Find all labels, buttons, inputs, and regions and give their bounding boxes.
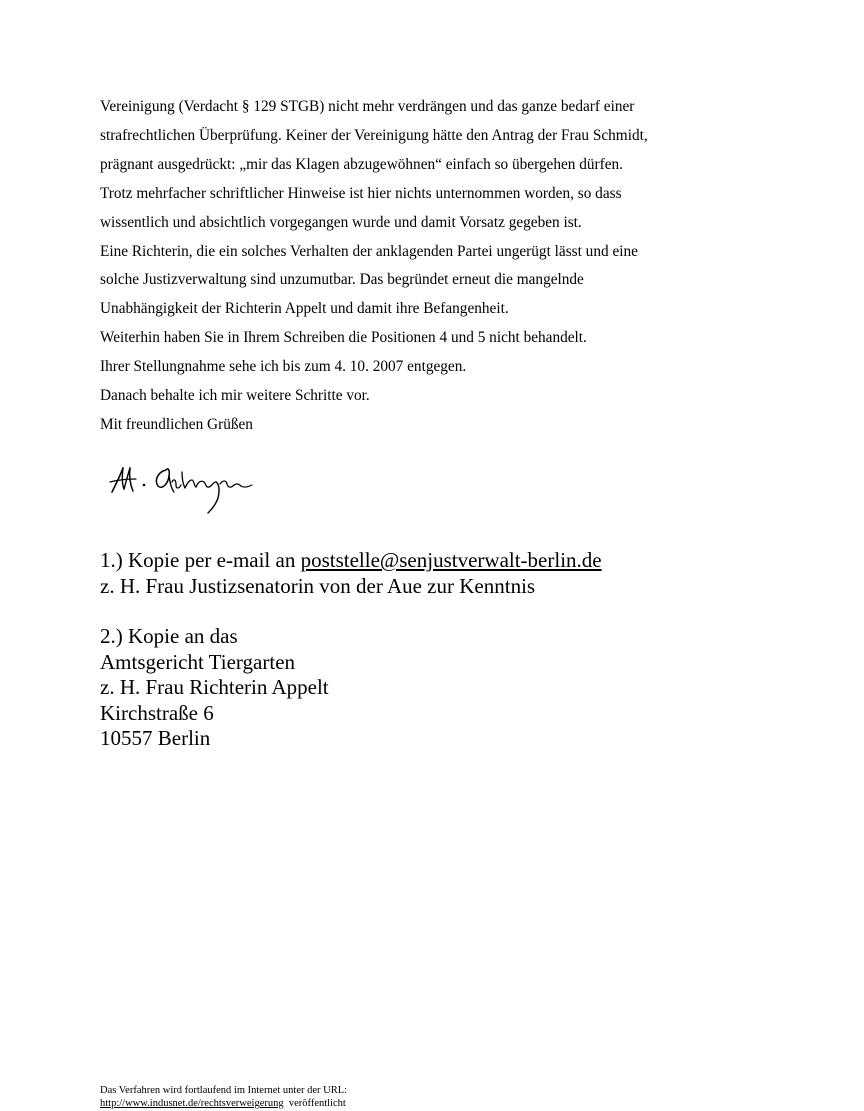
letter-body [100,93,760,440]
footer-url-line [100,1097,500,1110]
body-line-6: Eine Richterin, die ein solches Verhalten der anklagenden Partei ungerügt lässt und eine [100,242,638,260]
copy-1-line [100,548,800,574]
body-line-8: Unabhängigkeit der Richterin Appelt und damit ihre Befangenheit. [100,300,509,318]
footer-url-link[interactable]: http://www.indusnet.de/rechtsverweigerung [100,1098,284,1109]
copy-2-city: 10557 Berlin [100,726,211,750]
copy-2-recipient: z. H. Frau Richterin Appelt [100,675,329,699]
copy-2-heading: 2.) Kopie an das [100,624,238,648]
closing-greeting: Mit freundlichen Grüßen [100,415,253,433]
copy-1-recipient: z. H. Frau Justizsenatorin von der Aue zur Kenntnis [100,573,536,598]
copy-2-street: Kirchstraße 6 [100,700,214,725]
copy-spacer [100,599,800,624]
body-line-9: Weiterhin haben Sie in Ihrem Schreiben die Positionen 4 und 5 nicht behandelt. [100,329,587,347]
body-line-10: Ihrer Stellungnahme sehe ich bis zum 4. 10. 2007 entgegen. [100,358,467,376]
body-line-11: Danach behalte ich mir weitere Schritte vor. [100,387,370,405]
copy-recipients [100,548,800,752]
handwritten-signature-icon [108,458,268,516]
body-line-5: wissentlich und absichtlich vorgegangen wurde und damit Vorsatz gegeben ist. [100,213,582,231]
body-line-3: prägnant ausgedrückt: „mir das Klagen abzugewöhnen“ einfach so übergehen dürfen. [100,155,624,173]
body-line-4: Trotz mehrfacher schriftlicher Hinweise ist hier nichts unternommen worden, so dass [100,184,622,202]
body-line-7: solche Justizverwaltung sind unzumutbar. Das begründet erneut die mangelnde [100,271,584,289]
copy-1-prefix: 1.) Kopie per e-mail an [100,548,301,572]
body-line-2: strafrechtlichen Überprüfung. Keiner der Vereinigung hätte den Antrag der Frau Schmidt, [100,126,648,144]
footer-notice: Das Verfahren wird fortlaufend im Internet unter der URL: [100,1085,348,1096]
footer-suffix: veröffentlicht [283,1098,346,1109]
page-footer [100,1084,500,1110]
copy-2-court: Amtsgericht Tiergarten [100,649,296,674]
email-link[interactable]: poststelle@senjustverwalt-berlin.de [300,548,602,572]
body-line-1: Vereinigung (Verdacht § 129 STGB) nicht mehr verdrängen und das ganze bedarf einer [100,98,635,115]
